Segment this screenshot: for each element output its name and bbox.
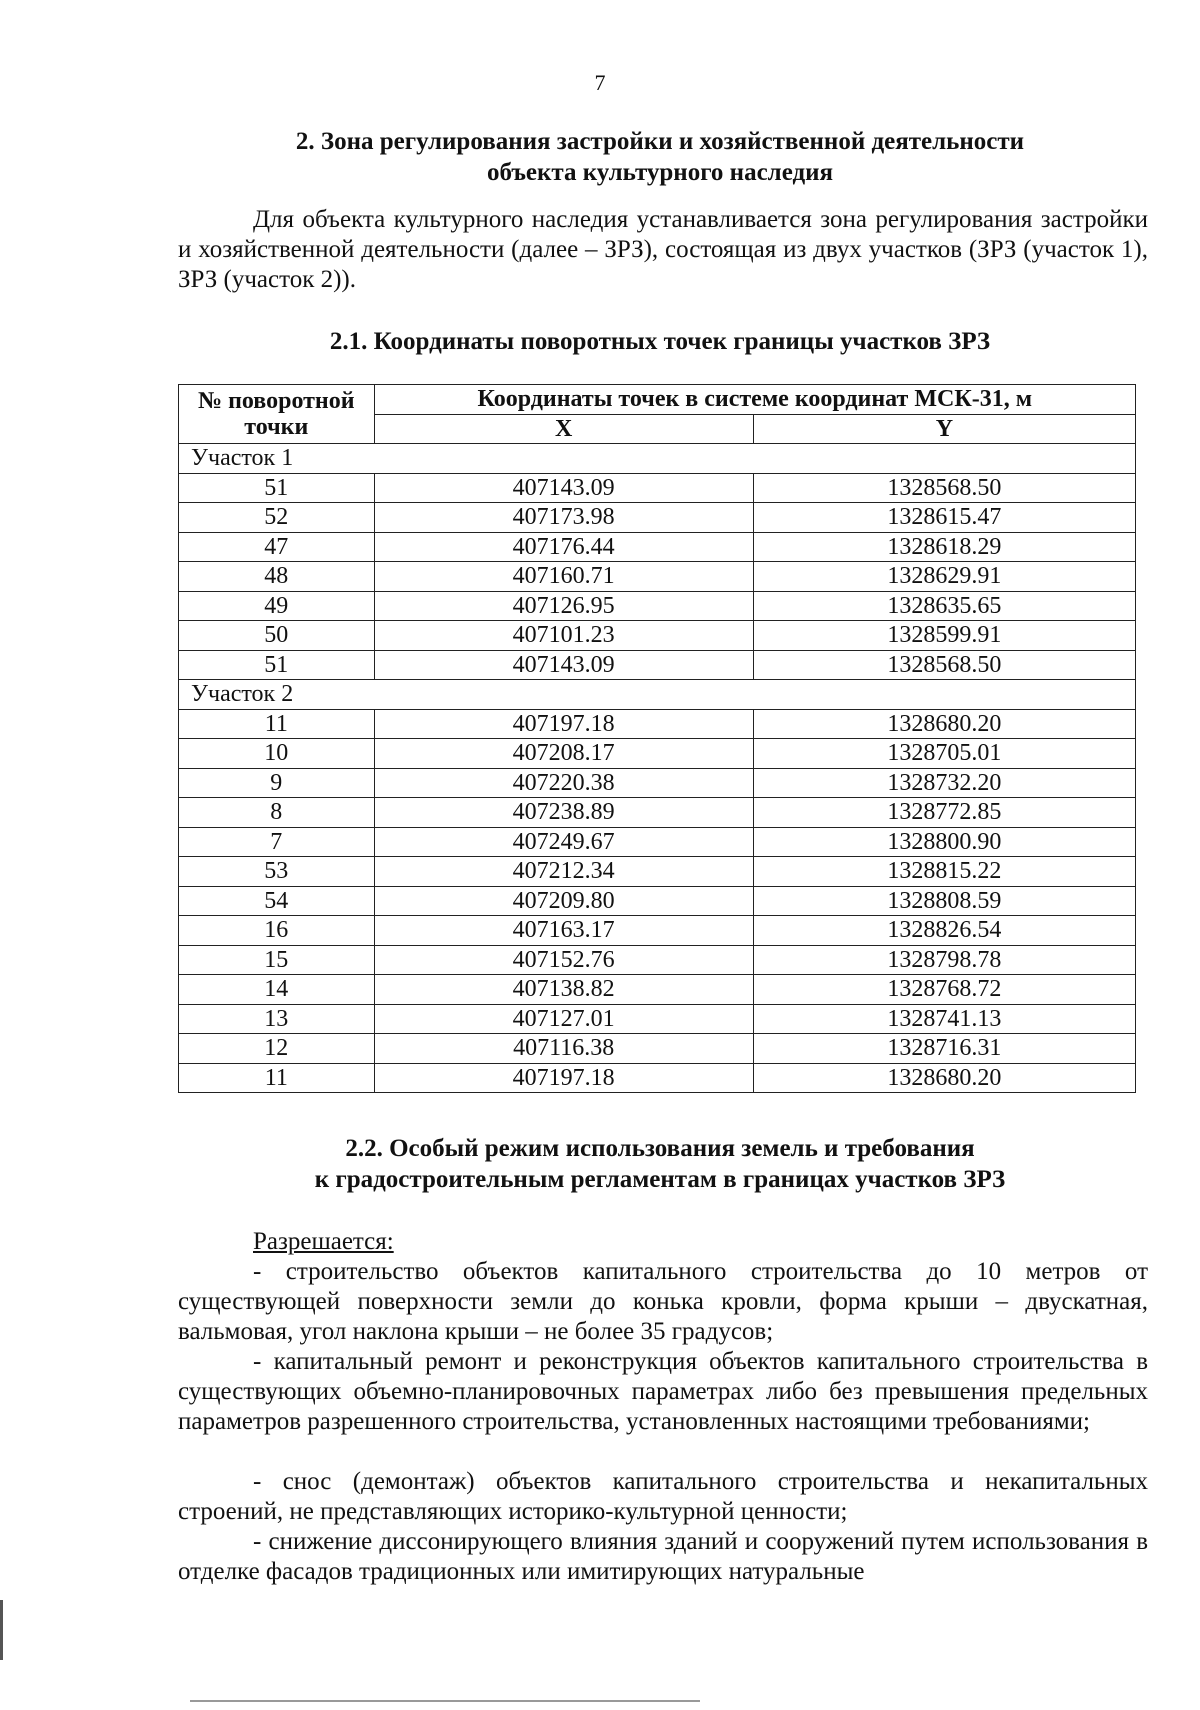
y-coordinate-cell: 1328732.20 — [753, 768, 1135, 798]
table-row — [179, 473, 1136, 503]
table-row — [179, 621, 1136, 651]
coordinates-table — [178, 384, 1136, 1093]
allowed-item-4: - снижение диссонирующего влияния зданий и сооружений путем использования в отделке фасадов традиционных или имитирующих натуральные — [178, 1528, 1148, 1585]
table-row — [179, 591, 1136, 621]
table-row — [179, 739, 1136, 769]
header-point-number: № поворотной точки — [179, 385, 375, 444]
table-row — [179, 1004, 1136, 1034]
header-y: Y — [753, 414, 1135, 444]
table-row — [179, 886, 1136, 916]
y-coordinate-cell: 1328808.59 — [753, 886, 1135, 916]
table-row — [179, 709, 1136, 739]
point-number-cell: 52 — [179, 503, 375, 533]
point-number-cell: 9 — [179, 768, 375, 798]
x-coordinate-cell: 407238.89 — [374, 798, 753, 828]
allowed-label — [253, 1227, 394, 1257]
x-coordinate-cell: 407209.80 — [374, 886, 753, 916]
table-row — [179, 562, 1136, 592]
table-row — [179, 1063, 1136, 1093]
header-coordinates: Координаты точек в системе координат МСК-31, м — [374, 385, 1135, 415]
allowed-item-2: - капитальный ремонт и реконструкция объектов капитального строительства в существующих объемно-планировочных параметрах либо без превышения предельных параметров разрешенного строительства, установленных настоящими требованиями; — [178, 1348, 1148, 1435]
x-coordinate-cell: 407197.18 — [374, 709, 753, 739]
point-number-cell: 13 — [179, 1004, 375, 1034]
table-row — [179, 975, 1136, 1005]
x-coordinate-cell: 407127.01 — [374, 1004, 753, 1034]
x-coordinate-cell: 407138.82 — [374, 975, 753, 1005]
y-coordinate-cell: 1328599.91 — [753, 621, 1135, 651]
allowed-label-text: Разрешается: — [253, 1228, 394, 1255]
section-2-2-title-line1: 2.2. Особый режим использования земель и требования — [345, 1135, 975, 1162]
section-2-title-line1: 2. Зона регулирования застройки и хозяйственной деятельности — [295, 128, 1025, 155]
x-coordinate-cell: 407101.23 — [374, 621, 753, 651]
table-row — [179, 1034, 1136, 1064]
y-coordinate-cell: 1328741.13 — [753, 1004, 1135, 1034]
y-coordinate-cell: 1328772.85 — [753, 798, 1135, 828]
y-coordinate-cell: 1328798.78 — [753, 945, 1135, 975]
x-coordinate-cell: 407152.76 — [374, 945, 753, 975]
y-coordinate-cell: 1328800.90 — [753, 827, 1135, 857]
x-coordinate-cell: 407212.34 — [374, 857, 753, 887]
y-coordinate-cell: 1328618.29 — [753, 532, 1135, 562]
section-label: Участок 1 — [179, 444, 1136, 474]
y-coordinate-cell: 1328629.91 — [753, 562, 1135, 592]
point-number-cell: 54 — [179, 886, 375, 916]
table-row — [179, 916, 1136, 946]
x-coordinate-cell: 407220.38 — [374, 768, 753, 798]
table-row — [179, 827, 1136, 857]
point-number-cell: 8 — [179, 798, 375, 828]
point-number-cell: 15 — [179, 945, 375, 975]
y-coordinate-cell: 1328768.72 — [753, 975, 1135, 1005]
x-coordinate-cell: 407126.95 — [374, 591, 753, 621]
section-row — [179, 680, 1136, 710]
x-coordinate-cell: 407208.17 — [374, 739, 753, 769]
table-row — [179, 768, 1136, 798]
point-number-cell: 11 — [179, 709, 375, 739]
section-2-title — [150, 126, 1170, 188]
y-coordinate-cell: 1328716.31 — [753, 1034, 1135, 1064]
section-2-title-line2: объекта культурного наследия — [486, 159, 834, 186]
page-number: 7 — [594, 70, 606, 95]
table-row — [179, 650, 1136, 680]
x-coordinate-cell: 407163.17 — [374, 916, 753, 946]
x-coordinate-cell: 407143.09 — [374, 473, 753, 503]
point-number-cell: 49 — [179, 591, 375, 621]
table-row — [179, 857, 1136, 887]
point-number-cell: 11 — [179, 1063, 375, 1093]
x-coordinate-cell: 407176.44 — [374, 532, 753, 562]
point-number-cell: 51 — [179, 650, 375, 680]
section-2-intro: Для объекта культурного наследия устанавливается зона регулирования застройки и хозяйственной деятельности (далее – ЗРЗ), состоящая из двух участков (ЗРЗ (участок 1), ЗРЗ (участок 2)). — [178, 206, 1148, 293]
x-coordinate-cell: 407116.38 — [374, 1034, 753, 1064]
x-coordinate-cell: 407160.71 — [374, 562, 753, 592]
header-x: X — [374, 414, 753, 444]
scan-edge-mark — [0, 1600, 3, 1660]
section-label: Участок 2 — [179, 680, 1136, 710]
point-number-cell: 50 — [179, 621, 375, 651]
y-coordinate-cell: 1328680.20 — [753, 709, 1135, 739]
scan-bottom-mark — [190, 1700, 700, 1702]
point-number-cell: 7 — [179, 827, 375, 857]
allowed-item-3: - снос (демонтаж) объектов капитального строительства и некапитальных строений, не представляющих историко-культурной ценности; — [178, 1468, 1148, 1525]
point-number-cell: 47 — [179, 532, 375, 562]
y-coordinate-cell: 1328635.65 — [753, 591, 1135, 621]
x-coordinate-cell: 407143.09 — [374, 650, 753, 680]
table-row — [179, 532, 1136, 562]
y-coordinate-cell: 1328815.22 — [753, 857, 1135, 887]
point-number-cell: 12 — [179, 1034, 375, 1064]
point-number-cell: 48 — [179, 562, 375, 592]
point-number-cell: 53 — [179, 857, 375, 887]
table-row — [179, 798, 1136, 828]
y-coordinate-cell: 1328705.01 — [753, 739, 1135, 769]
point-number-cell: 10 — [179, 739, 375, 769]
table-row — [179, 503, 1136, 533]
x-coordinate-cell: 407197.18 — [374, 1063, 753, 1093]
section-2-2-title — [150, 1133, 1170, 1195]
coordinates-table-body — [179, 444, 1136, 1093]
section-2-2-title-line2: к градостроительным регламентам в границах участков ЗРЗ — [314, 1166, 1006, 1193]
y-coordinate-cell: 1328826.54 — [753, 916, 1135, 946]
table-row — [179, 945, 1136, 975]
x-coordinate-cell: 407173.98 — [374, 503, 753, 533]
y-coordinate-cell: 1328615.47 — [753, 503, 1135, 533]
x-coordinate-cell: 407249.67 — [374, 827, 753, 857]
section-row — [179, 444, 1136, 474]
section-2-1-title: 2.1. Координаты поворотных точек границы участков ЗРЗ — [329, 328, 991, 355]
point-number-cell: 16 — [179, 916, 375, 946]
y-coordinate-cell: 1328568.50 — [753, 650, 1135, 680]
allowed-item-1: - строительство объектов капитального строительства до 10 метров от существующей поверхности земли до конька кровли, форма крыши – двускатная, вальмовая, угол наклона крыши – не более 35 градусов; — [178, 1258, 1148, 1345]
point-number-cell: 51 — [179, 473, 375, 503]
y-coordinate-cell: 1328568.50 — [753, 473, 1135, 503]
point-number-cell: 14 — [179, 975, 375, 1005]
y-coordinate-cell: 1328680.20 — [753, 1063, 1135, 1093]
